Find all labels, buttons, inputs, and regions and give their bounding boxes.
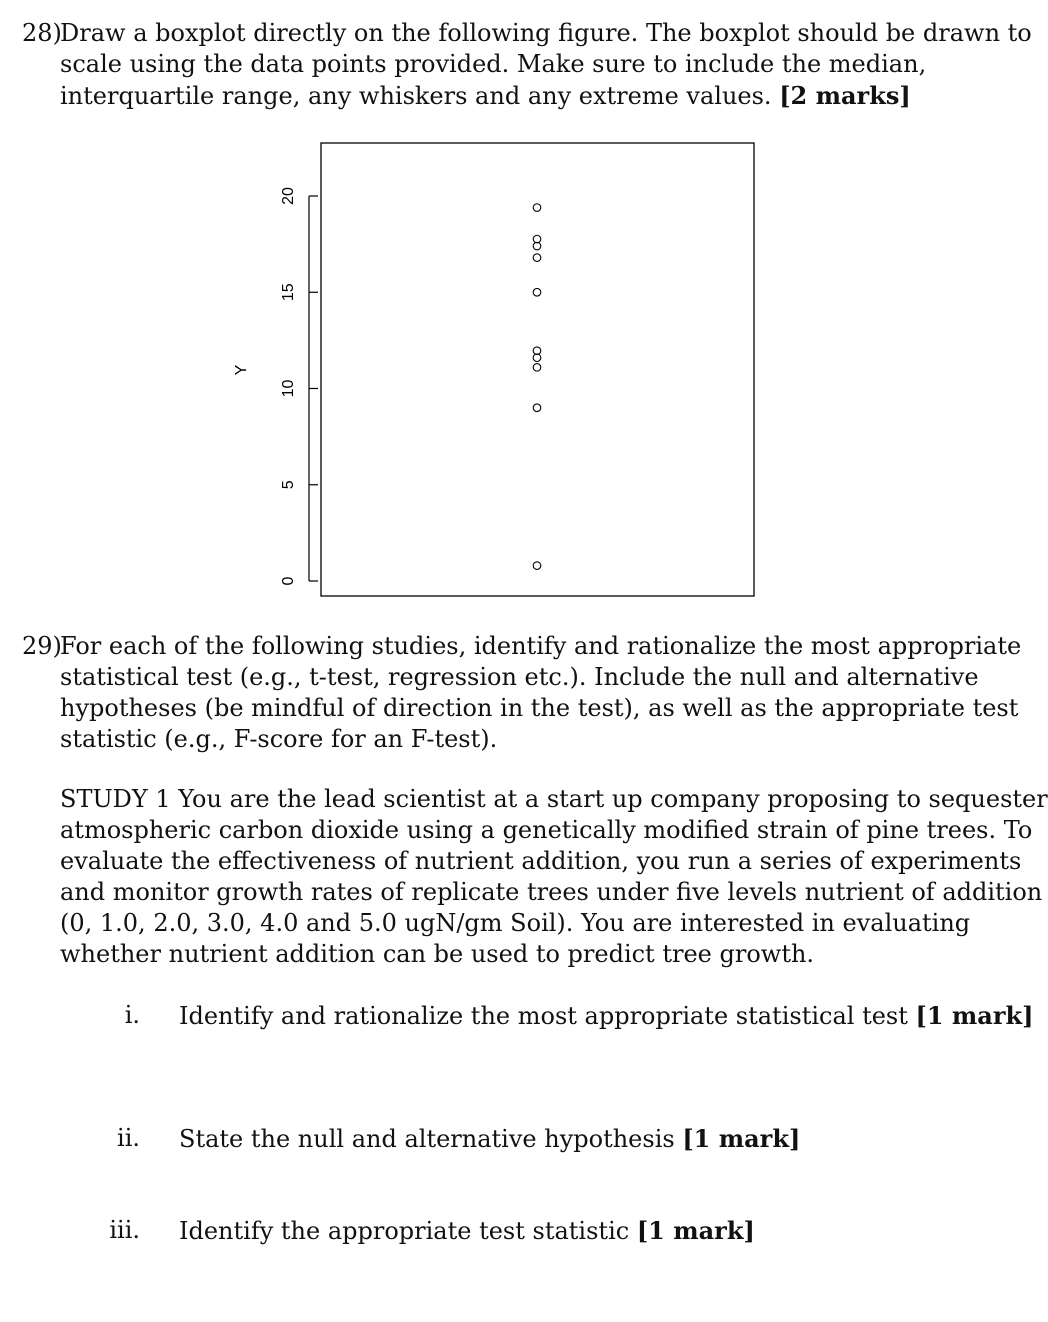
data-point <box>533 254 541 262</box>
question-29-line: hypotheses (be mindful of direction in the test), as well as the appropriate test <box>60 694 1019 722</box>
y-tick-label: 15 <box>280 283 297 302</box>
sub-question-numeral: ii. <box>117 1124 140 1152</box>
question-29-number: 29) <box>22 632 62 660</box>
plot-frame <box>321 143 754 596</box>
study-1-line: (0, 1.0, 2.0, 3.0, 4.0 and 5.0 ugN/gm Soil). You are interested in evaluating <box>60 909 971 937</box>
question-29-text <box>60 631 1021 755</box>
sub-question-marks: [1 mark] <box>682 1124 801 1153</box>
data-point <box>533 562 541 570</box>
sub-question-numeral: iii. <box>109 1216 140 1244</box>
data-point <box>533 347 541 355</box>
y-tick-label: 20 <box>280 187 297 205</box>
y-tick-label: 5 <box>280 480 297 490</box>
question-29 <box>22 631 1022 761</box>
question-28-number: 28) <box>22 19 62 47</box>
question-29-line: statistical test (e.g., t-test, regression etc.). Include the null and alternative <box>60 663 979 691</box>
data-point <box>533 364 541 372</box>
y-tick-label: 0 <box>280 576 297 586</box>
data-point <box>533 354 541 362</box>
question-28-text <box>60 18 1032 112</box>
question-28-marks: [2 marks] <box>779 81 911 110</box>
question-28-line: interquartile range, any whiskers and any extreme values. [2 marks] <box>60 81 911 110</box>
y-axis-label: Y <box>233 364 250 376</box>
study-1-line: atmospheric carbon dioxide using a genetically modified strain of pine trees. To <box>60 816 1033 844</box>
study-1-line: whether nutrient addition can be used to predict tree growth. <box>60 940 815 968</box>
question-29-line: For each of the following studies, identify and rationalize the most appropriate <box>60 632 1022 660</box>
sub-question-text: State the null and alternative hypothesis [1 mark] <box>179 1124 801 1153</box>
sub-question-text: Identify the appropriate test statistic [1 mark] <box>179 1216 755 1245</box>
sub-question-text: Identify and rationalize the most appropriate statistical test [1 mark] <box>179 1001 1034 1030</box>
study-1-line: and monitor growth rates of replicate trees under five levels nutrient of addition <box>60 878 1043 906</box>
sub-question-numeral: i. <box>124 1001 140 1029</box>
question-29-line: statistic (e.g., F-score for an F-test). <box>60 725 498 753</box>
data-point <box>533 242 541 250</box>
data-point <box>533 288 541 296</box>
study-1-line: evaluate the effectiveness of nutrient addition, you run a series of experiments <box>60 847 1022 875</box>
question-28-line: Draw a boxplot directly on the following figure. The boxplot should be drawn to <box>60 19 1032 47</box>
study-1 <box>60 784 1048 974</box>
sub-question-marks: [1 mark] <box>915 1001 1034 1030</box>
data-point <box>533 404 541 412</box>
y-axis-ticks <box>280 187 318 585</box>
data-point <box>533 235 541 243</box>
question-28-line: scale using the data points provided. Make sure to include the median, <box>60 50 927 78</box>
data-point <box>533 204 541 212</box>
study-1-line: STUDY 1 You are the lead scientist at a start up company proposing to sequester <box>60 785 1048 813</box>
y-tick-label: 10 <box>280 379 297 398</box>
sub-question-marks: [1 mark] <box>636 1216 755 1245</box>
question-28 <box>22 18 1032 118</box>
data-points <box>533 204 541 570</box>
